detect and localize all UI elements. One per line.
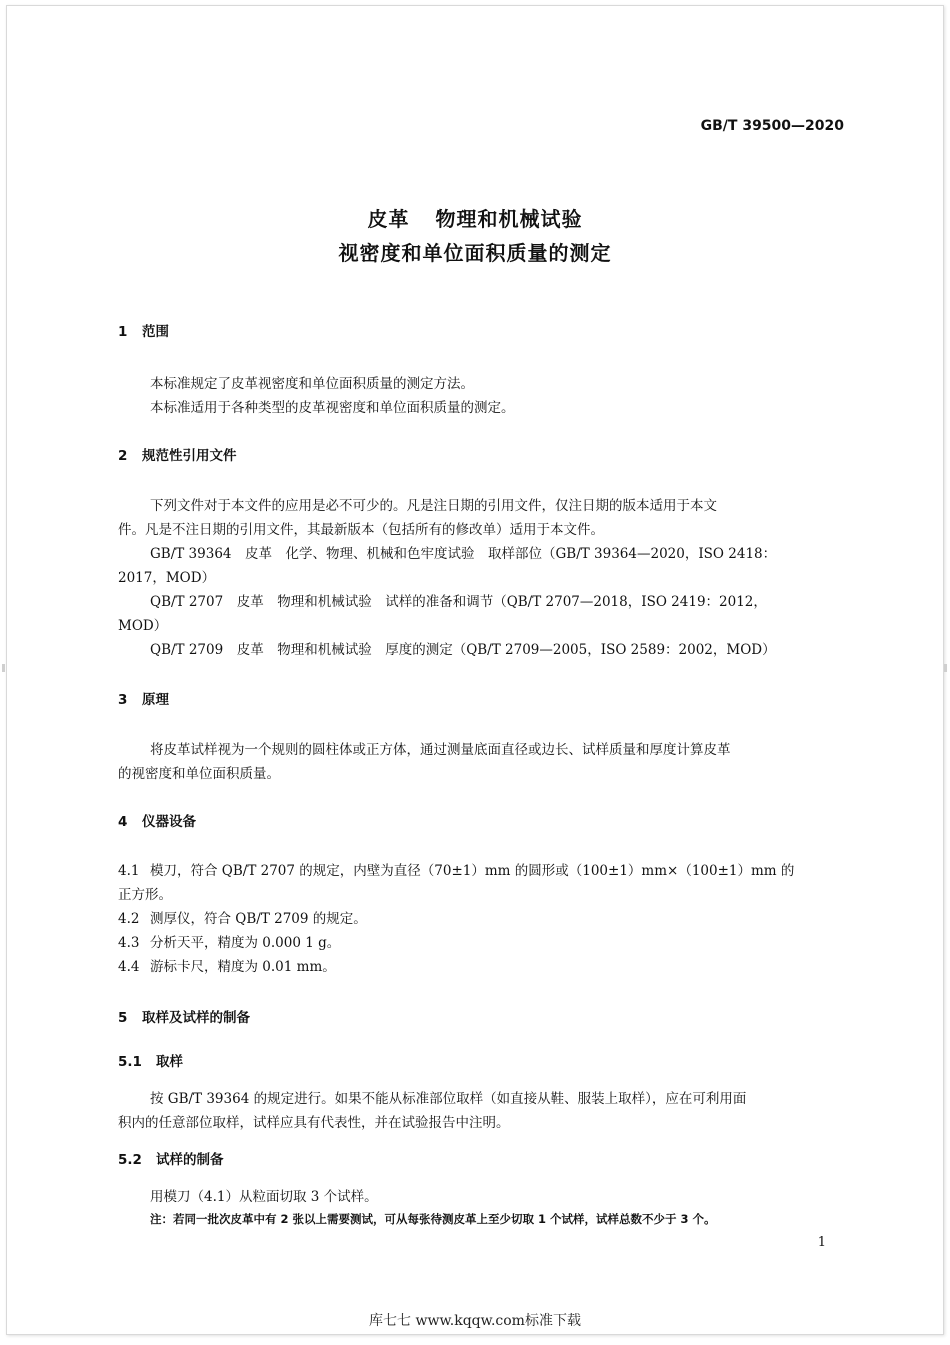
reference-item: QB/T 2709 皮革 物理和机械试验 厚度的测定（QB/T 2709—2005，ISO 2589：2002，MOD）	[150, 642, 776, 658]
paragraph: 的视密度和单位面积质量。	[118, 766, 280, 782]
equipment-item	[118, 907, 367, 927]
section-number: 3	[118, 692, 128, 708]
item-number: 4.1	[118, 863, 140, 879]
paragraph: 下列文件对于本文件的应用是必不可少的。凡是注日期的引用文件，仅注日期的版本适用于本文	[150, 498, 717, 514]
equipment-item-cont: 正方形。	[118, 887, 172, 903]
title-part2: 物理和机械试验	[435, 207, 583, 231]
section-1-heading	[118, 320, 169, 340]
section-number: 5	[118, 1010, 128, 1026]
equipment-item	[118, 859, 794, 879]
paragraph: 按 GB/T 39364 的规定进行。如果不能从标准部位取样（如直接从鞋、服装上取样），应在可利用面	[150, 1091, 747, 1107]
section-2-heading	[118, 444, 237, 464]
item-text: 模刀，符合 QB/T 2707 的规定，内壁为直径（70±1）mm 的圆形或（100±1）mm×（100±1）mm 的	[150, 863, 795, 879]
paragraph: 将皮革试样视为一个规则的圆柱体或正方体，通过测量底面直径或边长、试样质量和厚度计算皮革	[150, 742, 731, 758]
section-title: 范围	[142, 324, 169, 340]
page-number: 1	[817, 1235, 826, 1250]
standard-code: GB/T 39500—2020	[700, 118, 844, 134]
item-number: 4.3	[118, 935, 140, 951]
item-number: 4.4	[118, 959, 140, 975]
reference-item: QB/T 2707 皮革 物理和机械试验 试样的准备和调节（QB/T 2707—2018，ISO 2419：2012，	[150, 594, 767, 610]
document-title-line1	[0, 203, 950, 232]
subsection-5-2-heading	[118, 1148, 224, 1168]
item-number: 4.2	[118, 911, 140, 927]
subsection-title: 取样	[156, 1054, 183, 1070]
subsection-number: 5.1	[118, 1054, 142, 1070]
section-3-heading	[118, 688, 169, 708]
subsection-title: 试样的制备	[156, 1152, 224, 1168]
footer-watermark: 库七七 www.kqqw.com标准下载	[369, 1313, 581, 1329]
section-4-heading	[118, 810, 196, 830]
equipment-item	[118, 955, 336, 975]
section-title: 仪器设备	[142, 814, 196, 830]
section-5-heading	[118, 1006, 250, 1026]
section-title: 取样及试样的制备	[142, 1010, 250, 1026]
paragraph: 积内的任意部位取样，试样应具有代表性，并在试验报告中注明。	[118, 1115, 510, 1131]
item-text: 测厚仪，符合 QB/T 2709 的规定。	[150, 911, 367, 927]
page-edge-mark	[944, 664, 947, 672]
section-number: 1	[118, 324, 128, 340]
subsection-5-1-heading	[118, 1050, 183, 1070]
item-text: 游标卡尺，精度为 0.01 mm。	[150, 959, 336, 975]
item-text: 分析天平，精度为 0.000 1 g。	[150, 935, 341, 951]
paragraph: 用模刀（4.1）从粒面切取 3 个试样。	[150, 1189, 378, 1205]
page-edge-mark	[2, 664, 5, 672]
paragraph: 本标准规定了皮革视密度和单位面积质量的测定方法。	[150, 376, 474, 392]
title-part1: 皮革	[367, 207, 410, 231]
paragraph: 件。凡是不注日期的引用文件，其最新版本（包括所有的修改单）适用于本文件。	[118, 522, 604, 538]
reference-item: GB/T 39364 皮革 化学、物理、机械和色牢度试验 取样部位（GB/T 39364—2020，ISO 2418：	[150, 546, 777, 562]
subsection-number: 5.2	[118, 1152, 142, 1168]
note: 注：若同一批次皮革中有 2 张以上需要测试，可从每张待测皮革上至少切取 1 个试样，试样总数不少于 3 个。	[150, 1212, 716, 1226]
paragraph: 本标准适用于各种类型的皮革视密度和单位面积质量的测定。	[150, 400, 515, 416]
section-title: 规范性引用文件	[142, 448, 237, 464]
document-title-line2: 视密度和单位面积质量的测定	[338, 241, 612, 265]
reference-item: MOD）	[118, 618, 168, 634]
section-number: 4	[118, 814, 128, 830]
section-number: 2	[118, 448, 128, 464]
reference-item: 2017，MOD）	[118, 570, 216, 586]
equipment-item	[118, 931, 340, 951]
section-title: 原理	[142, 692, 169, 708]
